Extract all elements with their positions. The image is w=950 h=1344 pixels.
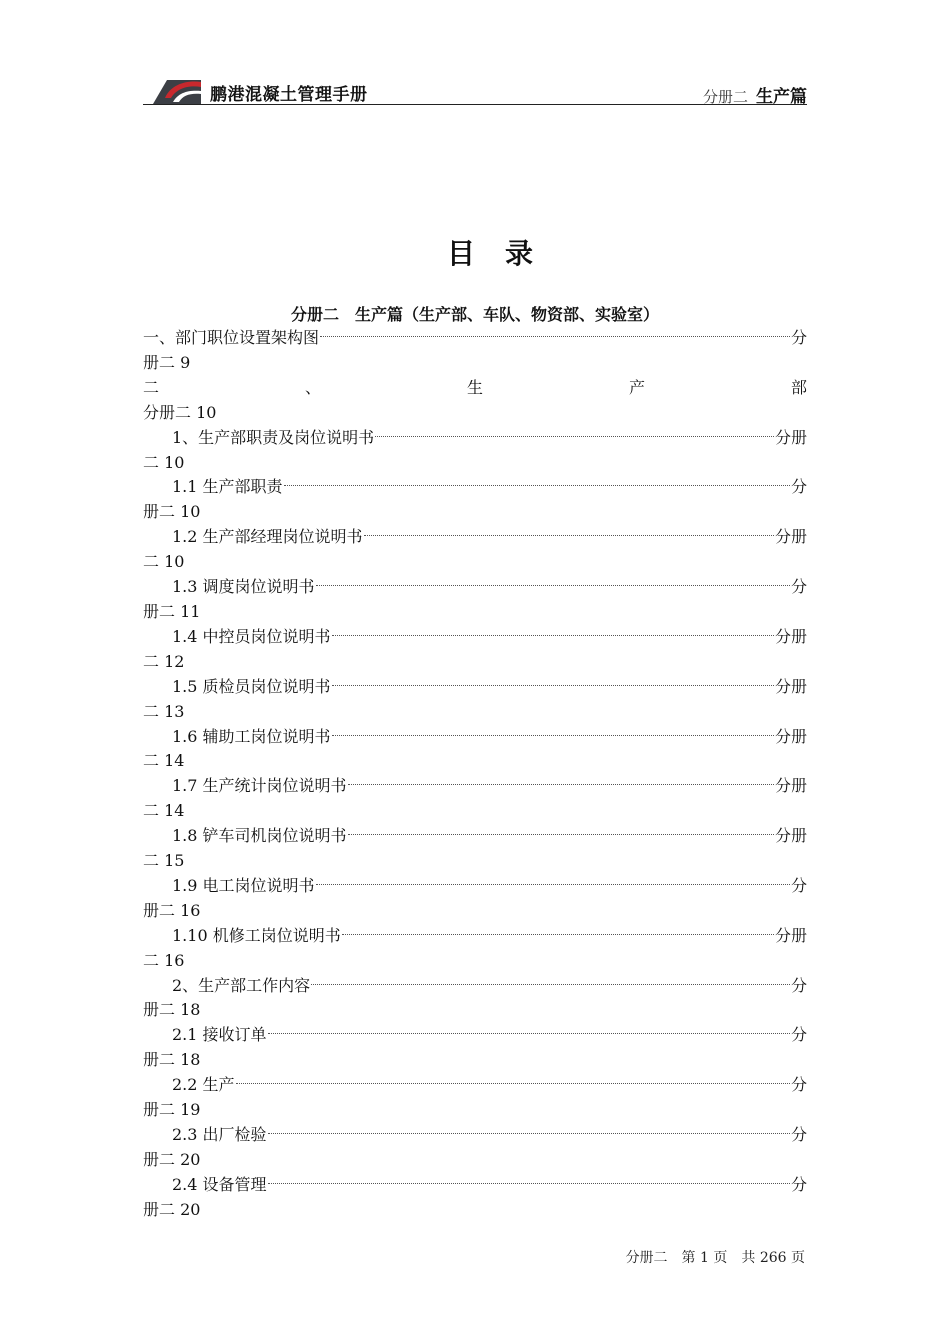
toc-entry-label: 1.1 生产部职责 (172, 477, 283, 497)
toc-entry-page-ref: 二 14 (143, 801, 185, 821)
toc-entry-page-prefix: 分册 (774, 776, 807, 796)
toc-entry-label: 1.3 调度岗位说明书 (172, 577, 315, 597)
toc-entry-label: 2.4 设备管理 (172, 1174, 267, 1194)
toc-entry-label: 1.8 铲车司机岗位说明书 (172, 826, 347, 846)
manual-brand-title: 鹏港混凝土管理手册 (210, 85, 368, 105)
toc-entry-page-ref: 二 16 (143, 950, 185, 970)
header-volume: 分册二 (702, 88, 748, 106)
toc-entry-page-ref: 二 15 (143, 851, 185, 871)
toc-entry-label: 2.3 出厂检验 (172, 1125, 267, 1144)
toc-entry-page-ref: 册二 18 (143, 1000, 201, 1020)
toc-entry-label: 1.7 生产统计岗位说明书 (172, 776, 347, 796)
toc-entry-page-prefix: 分册 (774, 925, 807, 945)
toc-entry-label: 1、生产部职责及岗位说明书 (172, 427, 375, 447)
toc-entry-page-prefix: 分册 (774, 726, 807, 746)
toc-entry-page-ref: 册二 16 (143, 900, 201, 920)
toc-dot-leader (316, 585, 790, 586)
toc-entry-page-ref: 分册二 10 (143, 402, 217, 422)
toc-entry[interactable] (143, 824, 807, 874)
toc-dot-leader (311, 984, 790, 985)
toc-entry-page-ref: 册二 11 (143, 601, 201, 621)
toc-entry-page-ref: 册二 18 (143, 1050, 201, 1070)
toc-dot-leader (342, 934, 774, 935)
toc-entry-page-prefix: 分册 (774, 527, 807, 547)
toc-entry[interactable] (143, 326, 807, 376)
toc-entry-page-ref: 二 13 (143, 701, 185, 721)
toc-entry-label: 1.5 质检员岗位说明书 (172, 676, 331, 696)
toc-entry[interactable] (143, 575, 807, 625)
page-title: 目录 (446, 237, 563, 270)
toc-entry[interactable] (143, 1173, 807, 1223)
toc-dot-leader (268, 1133, 790, 1134)
toc-entry-page-prefix: 分 (790, 1075, 807, 1095)
toc-dot-leader (332, 635, 774, 636)
toc-entry-label: 1.6 辅助工岗位说明书 (172, 726, 331, 746)
toc-label-char: 生 (466, 377, 483, 397)
toc-dot-leader (316, 884, 790, 885)
toc-entry-page-prefix: 分册 (774, 626, 807, 646)
toc-entry-page-prefix: 分册 (774, 427, 807, 447)
toc-entry-label: 2、生产部工作内容 (172, 975, 311, 995)
toc-dot-leader (364, 535, 774, 536)
toc-entry-label: 一、部门职位设置架构图 (143, 328, 320, 347)
toc-entry-page-prefix: 分 (790, 477, 807, 497)
toc-entry[interactable] (143, 475, 807, 525)
toc-entry-page-ref: 册二 9 (143, 352, 191, 372)
toc-entry-label: 1.10 机修工岗位说明书 (172, 925, 341, 945)
page-footer: 分册二 第 1 页 共 266 页 (625, 1250, 805, 1266)
toc-dot-leader (320, 336, 790, 337)
page-header (143, 74, 807, 105)
toc-entry-page-prefix: 分 (790, 975, 807, 995)
toc-entry[interactable] (143, 974, 807, 1024)
toc-entry[interactable] (143, 525, 807, 575)
toc-entry-page-prefix: 分 (790, 1174, 807, 1194)
toc-label-char: 二 (143, 377, 160, 397)
toc-entry-page-prefix: 分 (790, 577, 807, 597)
toc-entry[interactable] (143, 874, 807, 924)
toc-entry[interactable] (143, 625, 807, 675)
toc-dot-leader (332, 685, 774, 686)
toc-entry-page-prefix: 分 (790, 875, 807, 895)
toc-entry-page-ref: 二 10 (143, 552, 185, 572)
toc-dot-leader (284, 485, 790, 486)
toc-dot-leader (348, 834, 774, 835)
toc-dot-leader (268, 1033, 790, 1034)
toc-entry-label: 1.4 中控员岗位说明书 (172, 626, 331, 646)
toc-label-char: 、 (304, 377, 321, 397)
toc-dot-leader (332, 735, 774, 736)
company-logo-icon (153, 76, 201, 104)
toc-entry[interactable] (143, 1073, 807, 1123)
header-section-label (703, 82, 807, 107)
toc-entry-label: 1.2 生产部经理岗位说明书 (172, 527, 363, 547)
toc-entry-justified-label (143, 376, 807, 401)
toc-entry-label: 2.2 生产 (172, 1075, 235, 1095)
toc-entry-page-prefix: 分册 (774, 826, 807, 846)
header-section: 生产篇 (756, 87, 807, 107)
toc-entry[interactable] (143, 924, 807, 974)
toc-entry[interactable] (143, 376, 807, 426)
toc-entry-page-ref: 二 10 (143, 452, 185, 472)
toc-entry-page-ref: 册二 19 (143, 1100, 201, 1120)
toc-entry[interactable] (143, 675, 807, 725)
toc-entry-page-ref: 册二 10 (143, 502, 201, 522)
toc-entry[interactable] (143, 426, 807, 476)
toc-entry-page-ref: 二 14 (143, 751, 185, 771)
toc-dot-leader (268, 1183, 790, 1184)
toc-entry-page-ref: 册二 20 (143, 1149, 201, 1169)
toc-entry-page-ref: 册二 20 (143, 1199, 201, 1219)
toc-entry[interactable] (143, 1023, 807, 1073)
toc-entry-page-prefix: 分 (790, 1125, 807, 1144)
toc-dot-leader (236, 1083, 790, 1084)
toc-entry-page-prefix: 分 (790, 1025, 807, 1045)
toc-dot-leader (348, 784, 774, 785)
toc-subtitle: 分册二 生产篇（生产部、车队、物资部、实验室） (290, 305, 659, 324)
toc-entry-page-prefix: 分 (790, 328, 807, 347)
toc-entry-label: 2.1 接收订单 (172, 1025, 267, 1045)
table-of-contents (143, 326, 807, 1223)
toc-entry[interactable] (143, 774, 807, 824)
toc-dot-leader (375, 436, 774, 437)
toc-entry-page-ref: 二 12 (143, 651, 185, 671)
toc-label-char: 部 (790, 377, 807, 397)
toc-entry-page-prefix: 分册 (774, 676, 807, 696)
toc-entry[interactable] (143, 725, 807, 775)
toc-label-char: 产 (628, 377, 645, 397)
toc-entry[interactable] (143, 1123, 807, 1173)
toc-entry-label: 1.9 电工岗位说明书 (172, 875, 315, 895)
